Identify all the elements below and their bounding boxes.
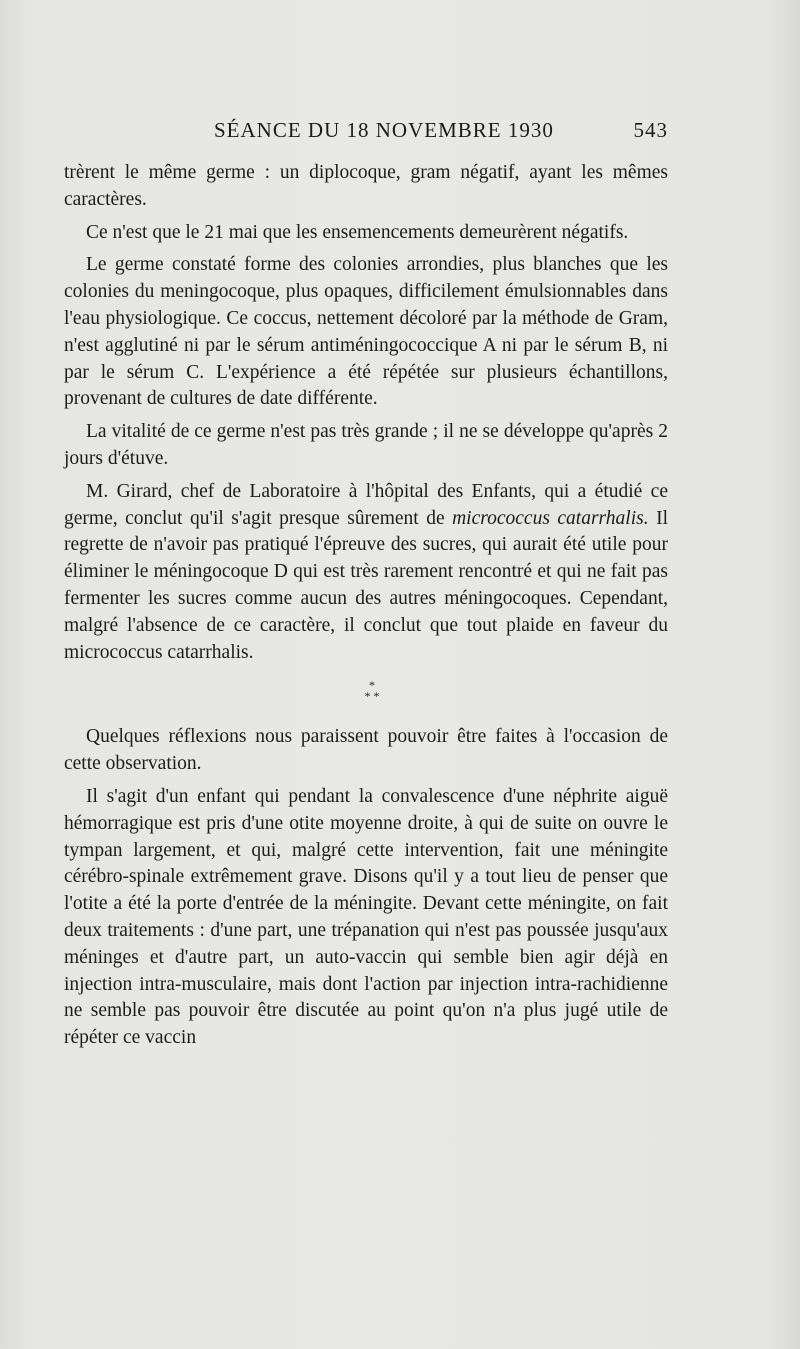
section-asterism — [64, 680, 668, 702]
girard-text-end: Il regrette de n'avoir pas pratiqué l'épreuve des sucres, qui aurait été utile pour éliminer le méningocoque D qui est très rarement rencontré et qui ne fait pas fermenter les sucres comme aucun des autres méningocoques. Cependant, malgré l'absence de ce caractère, il conclut que tout plaide en faveur du micrococcus catarrhalis. — [64, 507, 668, 663]
running-title: SÉANCE DU 18 NOVEMBRE 1930 — [214, 118, 554, 142]
paragraph-reflections: Quelques réflexions nous paraissent pouvoir être faites à l'occasion de cette observation. — [64, 726, 668, 775]
paragraph-case-discussion: Il s'agit d'un enfant qui pendant la convalescence d'une néphrite aiguë hémorragique est pris d'une otite moyenne droite, à qui de suite on ouvre le tympan largement, et qui, malgré cette intervention, fait une méningite cérébro-spinale extrêmement grave. Disons qu'il y a tout lieu de penser que l'otite a été la porte d'entrée de la méningite. Devant cette méningite, on fait deux traitements : d'une part, une trépanation qui n'est pas poussée jusqu'aux méninges et d'autre part, un auto-vaccin qui semble bien agir déjà en injection intra-musculaire, mais dont l'action par injection intra-rachidienne ne semble pas pouvoir être discutée au point qu'on n'a plus jugé utile de répéter ce vaccin — [64, 785, 668, 1049]
page-header — [64, 118, 668, 152]
species-name-italic: micrococcus catarrhalis. — [452, 507, 649, 529]
girard-text-start: M. Girard, chef de Laboratoire à l'hôpital des Enfants, qui a étudié ce germe, conclut qu'il s'agit presque sûrement de — [64, 480, 668, 529]
body-text — [64, 160, 668, 1058]
asterism-top: * — [369, 678, 375, 693]
paragraph-continuation: trèrent le même germe : un diplocoque, gram négatif, ayant les mêmes caractères. — [64, 162, 668, 210]
asterism-bottom: * * — [364, 689, 380, 704]
paragraph-girard — [64, 479, 668, 667]
page-number: 543 — [633, 118, 668, 142]
paragraph-vitality: La vitalité de ce germe n'est pas très grande ; il ne se développe qu'après 2 jours d'étuve. — [64, 421, 668, 469]
paragraph-negative-cultures: Ce n'est que le 21 mai que les ensemencements demeurèrent négatifs. — [86, 221, 629, 243]
paragraph-germ-description: Le germe constaté forme des colonies arrondies, plus blanches que les colonies du meningocoque, plus opaques, difficilement émulsionnables dans l'eau physiologique. Ce coccus, nettement décoloré par la méthode de Gram, n'est agglutiné ni par le sérum antiméningococcique A ni par le sérum B, ni par le sérum C. L'expérience a été répétée sur plusieurs échantillons, provenant de cultures de date différente. — [64, 254, 668, 410]
